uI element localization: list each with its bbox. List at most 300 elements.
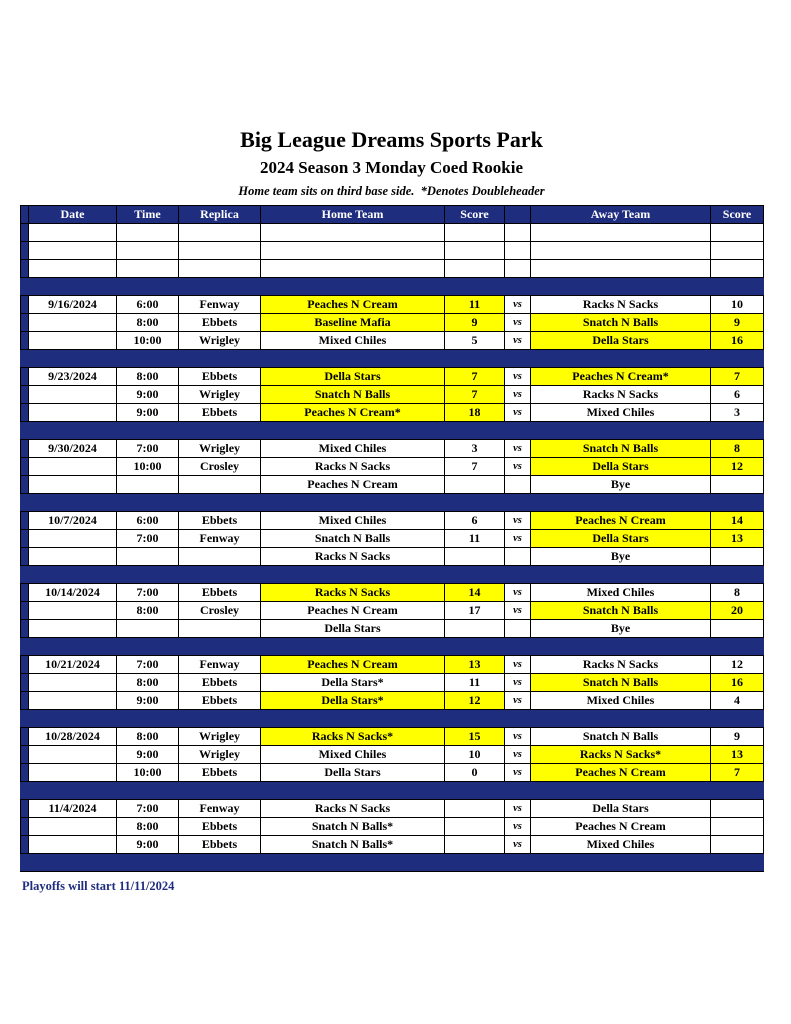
table-edge-stripe <box>21 368 29 386</box>
game-row <box>21 800 764 818</box>
time-cell: 7:00 <box>117 530 179 548</box>
home-team-cell: Snatch N Balls* <box>261 818 445 836</box>
schedule-body <box>21 224 764 872</box>
away-score-cell <box>711 800 764 818</box>
vs-cell: vs <box>505 404 531 422</box>
table-edge-stripe <box>21 728 29 746</box>
game-row <box>21 602 764 620</box>
home-score-cell: 0 <box>445 764 505 782</box>
away-score-cell <box>711 548 764 566</box>
time-cell: 10:00 <box>117 458 179 476</box>
home-score-cell: 17 <box>445 602 505 620</box>
home-score-cell: 18 <box>445 404 505 422</box>
home-score-cell: 6 <box>445 512 505 530</box>
week-separator-row <box>21 350 764 368</box>
away-score-cell: 10 <box>711 296 764 314</box>
time-cell: 8:00 <box>117 674 179 692</box>
date-cell <box>29 404 117 422</box>
time-cell: 8:00 <box>117 728 179 746</box>
blank-cell <box>261 242 445 260</box>
time-cell: 10:00 <box>117 332 179 350</box>
replica-cell: Ebbets <box>179 368 261 386</box>
replica-cell: Ebbets <box>179 404 261 422</box>
home-team-cell: Snatch N Balls <box>261 386 445 404</box>
table-edge-stripe <box>21 440 29 458</box>
home-score-cell <box>445 620 505 638</box>
away-team-cell: Racks N Sacks <box>531 386 711 404</box>
blank-cell <box>531 224 711 242</box>
vs-cell: vs <box>505 800 531 818</box>
time-cell: 9:00 <box>117 746 179 764</box>
home-score-cell: 13 <box>445 656 505 674</box>
table-edge-stripe <box>21 242 29 260</box>
away-team-cell: Mixed Chiles <box>531 836 711 854</box>
home-team-cell: Peaches N Cream <box>261 656 445 674</box>
date-cell <box>29 476 117 494</box>
vs-cell: vs <box>505 296 531 314</box>
date-cell <box>29 620 117 638</box>
week-separator <box>21 566 764 584</box>
away-team-cell: Della Stars <box>531 800 711 818</box>
time-cell: 6:00 <box>117 512 179 530</box>
header-home-score: Score <box>445 206 505 224</box>
time-cell <box>117 548 179 566</box>
week-separator-row <box>21 854 764 872</box>
home-score-cell <box>445 836 505 854</box>
game-row <box>21 746 764 764</box>
date-cell <box>29 692 117 710</box>
home-team-cell: Snatch N Balls* <box>261 836 445 854</box>
home-team-cell: Racks N Sacks <box>261 800 445 818</box>
home-score-cell <box>445 818 505 836</box>
home-score-cell: 7 <box>445 368 505 386</box>
home-team-cell: Peaches N Cream <box>261 476 445 494</box>
vs-cell: vs <box>505 728 531 746</box>
home-team-cell: Peaches N Cream* <box>261 404 445 422</box>
away-team-cell: Bye <box>531 548 711 566</box>
vs-cell: vs <box>505 368 531 386</box>
home-score-cell: 9 <box>445 314 505 332</box>
table-edge-stripe <box>21 548 29 566</box>
table-edge-stripe <box>21 746 29 764</box>
away-team-cell: Peaches N Cream* <box>531 368 711 386</box>
date-cell: 9/23/2024 <box>29 368 117 386</box>
date-cell <box>29 386 117 404</box>
away-score-cell: 12 <box>711 656 764 674</box>
date-cell <box>29 674 117 692</box>
date-cell <box>29 314 117 332</box>
table-edge-stripe <box>21 296 29 314</box>
home-team-cell: Snatch N Balls <box>261 530 445 548</box>
away-team-cell: Mixed Chiles <box>531 692 711 710</box>
time-cell: 9:00 <box>117 836 179 854</box>
away-score-cell: 8 <box>711 584 764 602</box>
game-row <box>21 404 764 422</box>
week-separator-row <box>21 710 764 728</box>
game-row <box>21 818 764 836</box>
blank-cell <box>445 242 505 260</box>
away-team-cell: Racks N Sacks <box>531 656 711 674</box>
blank-cell <box>711 242 764 260</box>
replica-cell: Ebbets <box>179 674 261 692</box>
header-row <box>21 206 764 224</box>
game-row <box>21 368 764 386</box>
table-edge-stripe <box>21 602 29 620</box>
away-team-cell: Racks N Sacks <box>531 296 711 314</box>
blank-cell <box>117 224 179 242</box>
replica-cell: Wrigley <box>179 440 261 458</box>
home-team-cell: Mixed Chiles <box>261 332 445 350</box>
away-team-cell: Della Stars <box>531 332 711 350</box>
away-score-cell: 7 <box>711 368 764 386</box>
home-team-cell: Racks N Sacks <box>261 584 445 602</box>
game-row <box>21 584 764 602</box>
date-cell: 10/28/2024 <box>29 728 117 746</box>
week-separator <box>21 782 764 800</box>
away-team-cell: Della Stars <box>531 530 711 548</box>
game-row <box>21 692 764 710</box>
home-team-cell: Della Stars <box>261 764 445 782</box>
game-row <box>21 512 764 530</box>
away-team-cell: Racks N Sacks* <box>531 746 711 764</box>
date-cell: 9/30/2024 <box>29 440 117 458</box>
game-row <box>21 620 764 638</box>
vs-cell: vs <box>505 656 531 674</box>
header-away-team: Away Team <box>531 206 711 224</box>
away-team-cell: Peaches N Cream <box>531 764 711 782</box>
table-edge-stripe <box>21 314 29 332</box>
game-row <box>21 296 764 314</box>
table-edge-stripe <box>21 692 29 710</box>
blank-row <box>21 242 764 260</box>
replica-cell: Ebbets <box>179 764 261 782</box>
home-team-cell: Della Stars* <box>261 692 445 710</box>
away-team-cell: Snatch N Balls <box>531 728 711 746</box>
title-block <box>20 0 763 199</box>
game-row <box>21 728 764 746</box>
table-edge-stripe <box>21 656 29 674</box>
week-separator-row <box>21 494 764 512</box>
vs-cell: vs <box>505 836 531 854</box>
home-score-cell <box>445 548 505 566</box>
blank-cell <box>179 260 261 278</box>
home-team-cell: Racks N Sacks <box>261 458 445 476</box>
home-team-cell: Della Stars* <box>261 674 445 692</box>
table-edge-stripe <box>21 206 29 224</box>
vs-cell: vs <box>505 746 531 764</box>
away-score-cell: 13 <box>711 746 764 764</box>
date-cell: 10/14/2024 <box>29 584 117 602</box>
replica-cell: Crosley <box>179 602 261 620</box>
blank-cell <box>261 260 445 278</box>
away-team-cell: Snatch N Balls <box>531 674 711 692</box>
game-row <box>21 458 764 476</box>
home-score-cell: 11 <box>445 530 505 548</box>
header-time: Time <box>117 206 179 224</box>
replica-cell: Ebbets <box>179 818 261 836</box>
header-away-score: Score <box>711 206 764 224</box>
vs-cell: vs <box>505 764 531 782</box>
time-cell: 8:00 <box>117 368 179 386</box>
away-score-cell: 12 <box>711 458 764 476</box>
replica-cell: Wrigley <box>179 728 261 746</box>
table-edge-stripe <box>21 458 29 476</box>
week-separator <box>21 422 764 440</box>
vs-cell <box>505 476 531 494</box>
home-team-cell: Peaches N Cream <box>261 602 445 620</box>
blank-cell <box>261 224 445 242</box>
home-team-cell: Della Stars <box>261 620 445 638</box>
date-cell <box>29 818 117 836</box>
table-edge-stripe <box>21 584 29 602</box>
blank-cell <box>445 260 505 278</box>
header-home-team: Home Team <box>261 206 445 224</box>
away-score-cell: 3 <box>711 404 764 422</box>
game-row <box>21 656 764 674</box>
blank-cell <box>505 260 531 278</box>
time-cell: 8:00 <box>117 314 179 332</box>
replica-cell: Fenway <box>179 530 261 548</box>
away-score-cell: 13 <box>711 530 764 548</box>
table-edge-stripe <box>21 476 29 494</box>
time-cell: 7:00 <box>117 656 179 674</box>
week-separator-row <box>21 638 764 656</box>
away-score-cell <box>711 836 764 854</box>
away-score-cell <box>711 818 764 836</box>
game-row <box>21 332 764 350</box>
away-score-cell: 16 <box>711 332 764 350</box>
blank-cell <box>711 260 764 278</box>
home-score-cell: 14 <box>445 584 505 602</box>
blank-cell <box>505 242 531 260</box>
week-separator <box>21 638 764 656</box>
table-edge-stripe <box>21 404 29 422</box>
date-cell <box>29 332 117 350</box>
vs-cell <box>505 620 531 638</box>
blank-row <box>21 260 764 278</box>
time-cell: 9:00 <box>117 692 179 710</box>
home-score-cell: 11 <box>445 674 505 692</box>
vs-cell: vs <box>505 818 531 836</box>
header-vs <box>505 206 531 224</box>
away-team-cell: Peaches N Cream <box>531 512 711 530</box>
date-cell <box>29 458 117 476</box>
home-score-cell: 7 <box>445 458 505 476</box>
away-team-cell: Snatch N Balls <box>531 314 711 332</box>
vs-cell: vs <box>505 692 531 710</box>
replica-cell <box>179 620 261 638</box>
home-team-cell: Mixed Chiles <box>261 746 445 764</box>
vs-cell: vs <box>505 440 531 458</box>
schedule-note: Home team sits on third base side. *Denotes Doubleheader <box>238 184 545 198</box>
time-cell <box>117 476 179 494</box>
blank-cell <box>29 224 117 242</box>
home-team-cell: Racks N Sacks* <box>261 728 445 746</box>
table-edge-stripe <box>21 800 29 818</box>
away-team-cell: Bye <box>531 476 711 494</box>
blank-cell <box>179 224 261 242</box>
vs-cell: vs <box>505 602 531 620</box>
game-row <box>21 314 764 332</box>
replica-cell: Fenway <box>179 296 261 314</box>
home-score-cell: 15 <box>445 728 505 746</box>
home-team-cell: Della Stars <box>261 368 445 386</box>
blank-cell <box>117 260 179 278</box>
date-cell <box>29 764 117 782</box>
blank-cell <box>179 242 261 260</box>
table-edge-stripe <box>21 620 29 638</box>
away-team-cell: Snatch N Balls <box>531 440 711 458</box>
away-score-cell: 14 <box>711 512 764 530</box>
home-score-cell: 11 <box>445 296 505 314</box>
home-team-cell: Racks N Sacks <box>261 548 445 566</box>
blank-row <box>21 224 764 242</box>
vs-cell: vs <box>505 332 531 350</box>
time-cell <box>117 620 179 638</box>
replica-cell <box>179 476 261 494</box>
table-edge-stripe <box>21 530 29 548</box>
week-separator-row <box>21 278 764 296</box>
replica-cell: Ebbets <box>179 836 261 854</box>
home-score-cell: 5 <box>445 332 505 350</box>
game-row <box>21 386 764 404</box>
date-cell: 10/7/2024 <box>29 512 117 530</box>
replica-cell: Ebbets <box>179 692 261 710</box>
replica-cell: Fenway <box>179 800 261 818</box>
week-separator <box>21 278 764 296</box>
blank-cell <box>711 224 764 242</box>
away-team-cell: Mixed Chiles <box>531 404 711 422</box>
blank-cell <box>531 260 711 278</box>
home-score-cell: 7 <box>445 386 505 404</box>
table-edge-stripe <box>21 818 29 836</box>
replica-cell: Ebbets <box>179 512 261 530</box>
away-score-cell: 16 <box>711 674 764 692</box>
blank-cell <box>29 242 117 260</box>
blank-cell <box>117 242 179 260</box>
replica-cell <box>179 548 261 566</box>
game-row <box>21 440 764 458</box>
away-score-cell: 6 <box>711 386 764 404</box>
vs-cell: vs <box>505 530 531 548</box>
away-team-cell: Peaches N Cream <box>531 818 711 836</box>
replica-cell: Ebbets <box>179 314 261 332</box>
replica-cell: Wrigley <box>179 332 261 350</box>
time-cell: 8:00 <box>117 602 179 620</box>
game-row <box>21 836 764 854</box>
vs-cell: vs <box>505 674 531 692</box>
time-cell: 9:00 <box>117 404 179 422</box>
header-date: Date <box>29 206 117 224</box>
game-row <box>21 764 764 782</box>
replica-cell: Fenway <box>179 656 261 674</box>
away-score-cell <box>711 620 764 638</box>
away-team-cell: Snatch N Balls <box>531 602 711 620</box>
time-cell: 7:00 <box>117 440 179 458</box>
time-cell: 6:00 <box>117 296 179 314</box>
table-edge-stripe <box>21 512 29 530</box>
table-edge-stripe <box>21 836 29 854</box>
home-score-cell: 12 <box>445 692 505 710</box>
away-score-cell: 9 <box>711 314 764 332</box>
away-score-cell: 9 <box>711 728 764 746</box>
blank-cell <box>505 224 531 242</box>
replica-cell: Wrigley <box>179 386 261 404</box>
week-separator-row <box>21 422 764 440</box>
week-separator-row <box>21 782 764 800</box>
date-cell <box>29 548 117 566</box>
vs-cell: vs <box>505 584 531 602</box>
date-cell: 9/16/2024 <box>29 296 117 314</box>
table-edge-stripe <box>21 674 29 692</box>
away-score-cell: 7 <box>711 764 764 782</box>
table-edge-stripe <box>21 386 29 404</box>
away-score-cell: 8 <box>711 440 764 458</box>
date-cell: 11/4/2024 <box>29 800 117 818</box>
away-score-cell: 4 <box>711 692 764 710</box>
away-team-cell: Mixed Chiles <box>531 584 711 602</box>
week-separator <box>21 854 764 872</box>
home-team-cell: Mixed Chiles <box>261 512 445 530</box>
replica-cell: Ebbets <box>179 584 261 602</box>
week-separator <box>21 710 764 728</box>
table-edge-stripe <box>21 260 29 278</box>
home-team-cell: Baseline Mafia <box>261 314 445 332</box>
vs-cell: vs <box>505 314 531 332</box>
date-cell <box>29 530 117 548</box>
replica-cell: Crosley <box>179 458 261 476</box>
time-cell: 9:00 <box>117 386 179 404</box>
page-title: Big League Dreams Sports Park <box>240 127 543 152</box>
vs-cell: vs <box>505 458 531 476</box>
date-cell <box>29 746 117 764</box>
date-cell: 10/21/2024 <box>29 656 117 674</box>
home-team-cell: Mixed Chiles <box>261 440 445 458</box>
time-cell: 8:00 <box>117 818 179 836</box>
schedule-table <box>20 205 764 872</box>
away-score-cell <box>711 476 764 494</box>
table-edge-stripe <box>21 332 29 350</box>
time-cell: 7:00 <box>117 584 179 602</box>
away-score-cell: 20 <box>711 602 764 620</box>
home-score-cell: 3 <box>445 440 505 458</box>
date-cell <box>29 836 117 854</box>
table-edge-stripe <box>21 224 29 242</box>
game-row <box>21 476 764 494</box>
home-team-cell: Peaches N Cream <box>261 296 445 314</box>
vs-cell: vs <box>505 386 531 404</box>
away-team-cell: Bye <box>531 620 711 638</box>
playoffs-note: Playoffs will start 11/11/2024 <box>22 879 175 893</box>
vs-cell <box>505 548 531 566</box>
page-subtitle: 2024 Season 3 Monday Coed Rookie <box>259 158 524 177</box>
replica-cell: Wrigley <box>179 746 261 764</box>
home-score-cell <box>445 476 505 494</box>
time-cell: 10:00 <box>117 764 179 782</box>
week-separator <box>21 350 764 368</box>
table-edge-stripe <box>21 764 29 782</box>
date-cell <box>29 602 117 620</box>
blank-cell <box>29 260 117 278</box>
time-cell: 7:00 <box>117 800 179 818</box>
week-separator <box>21 494 764 512</box>
home-score-cell <box>445 800 505 818</box>
home-score-cell: 10 <box>445 746 505 764</box>
header-replica: Replica <box>179 206 261 224</box>
game-row <box>21 674 764 692</box>
away-team-cell: Della Stars <box>531 458 711 476</box>
blank-cell <box>531 242 711 260</box>
